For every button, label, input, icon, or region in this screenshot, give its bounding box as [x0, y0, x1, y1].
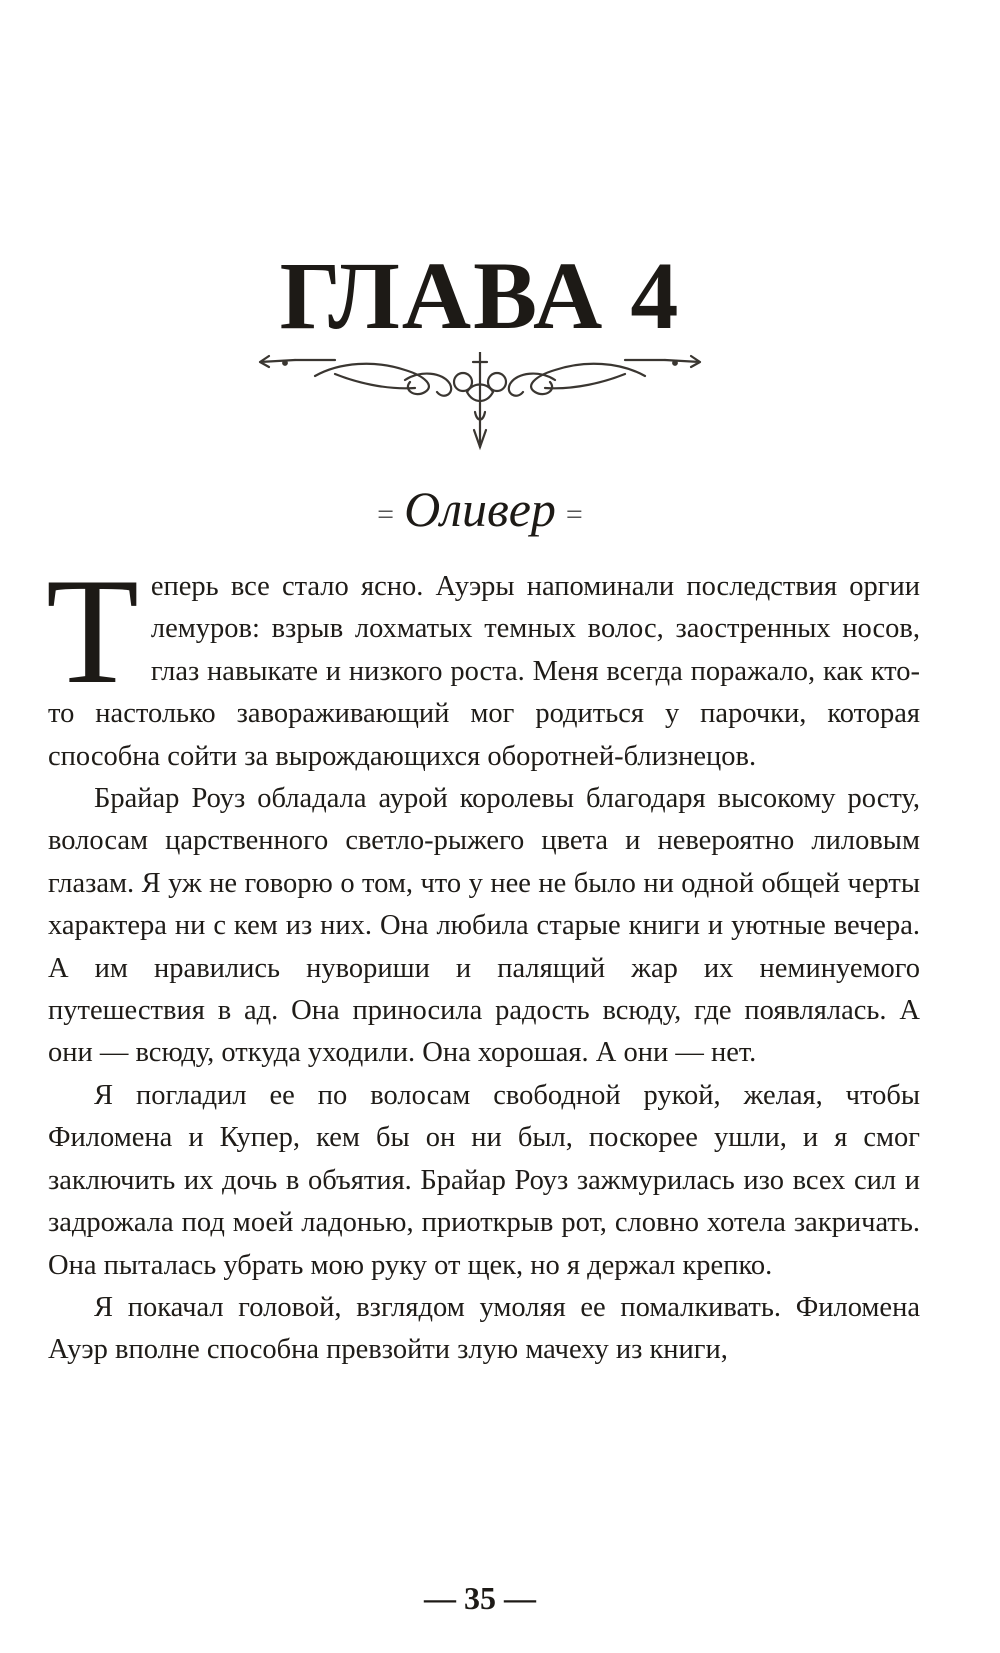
chapter-title: ГЛАВА 4 [279, 242, 681, 349]
paragraph-1 [46, 547, 920, 778]
pov-dash-left: = [377, 497, 395, 531]
decorative-flourish-divider [255, 352, 705, 452]
pov-heading [0, 481, 960, 537]
chapter-body [46, 547, 920, 1372]
paragraph-3: Я погладил ее по волосам свободной рукой, желая, чтобы Филомена и Купер, кем бы он ни был, поскорее ушли, и я смог заключить их дочь в объятия. Брайар Роуз зажмурилась изо всех сил и задрожала под моей ладонью, приоткрыв рот, словно хотела закричать. Она пыталась убрать мою руку от щек, но я держал крепко. [48, 1079, 920, 1281]
pov-dash-right: = [565, 497, 583, 531]
drop-cap-letter: Т [46, 547, 139, 715]
pov-name: Оливер [404, 481, 556, 537]
paragraph-4: Я покачал головой, взглядом умоляя ее помалкивать. Филомена Ауэр вполне способна превзойти злую мачеху из книги, [48, 1291, 920, 1366]
paragraph-2: Брайар Роуз обладала аурой королевы благодаря высокому росту, волосам царственного светло-рыжего цвета и невероятно лиловым глазам. Я уж не говорю о том, что у нее не было ни одной общей черты характера ни с кем из них. Она любила старые книги и уютные вечера. А им нравились нувориши и палящий жар их неминуемого путешествия в ад. Она приносила радость всюду, где появлялась. А они — всюду, откуда уходили. Она хорошая. А они — нет. [48, 783, 920, 1069]
paragraph-1-text: еперь все стало ясно. Ауэры напоминали последствия оргии лемуров: взрыв лохматых темных волос, заостренных носов, глаз навыкате и низкого роста. Меня всегда поражало, как кто-то настолько завораживающий мог родиться у парочки, которая способна сойти за вырождающихся оборотней-близнецов. [48, 571, 920, 772]
page-number: — 35 — [424, 1580, 536, 1616]
